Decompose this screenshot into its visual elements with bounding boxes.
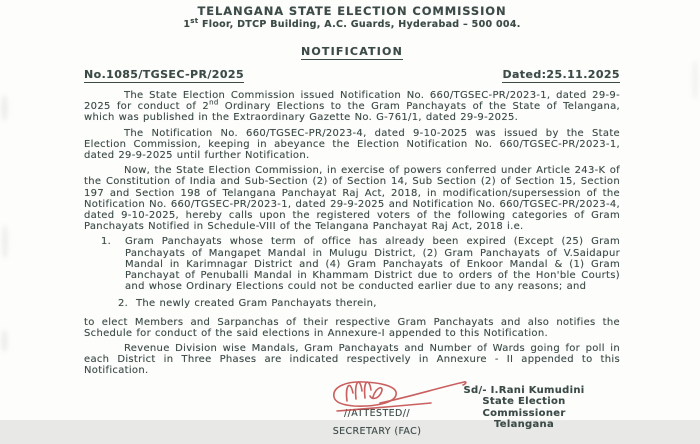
paragraph-issued-post: Ordinary Elections to the Gram Panchayats of the State of Telangana, which was published in the Extraordinary Gazette No. G-761/1, dated 29-9-2025. [84, 101, 621, 124]
paragraph-abeyance: The Notification No. 660/TGSEC-PR/2023-4, dated 9-10-2025 was issued by the State Election Commission, keeping in abeyance the Election Notification No. 660/TGSEC-PR/2023-1, dated 29-9-2025 until further Notification. [84, 127, 620, 162]
document-title: NOTIFICATION [300, 45, 404, 58]
paragraph-issued-ordinal: nd [209, 98, 219, 107]
list-item-expired-panchayats [84, 236, 620, 292]
document-content [84, 5, 620, 444]
notification-date: Dated:25.11.2025 [502, 68, 620, 81]
list-number-2: 2. [118, 298, 129, 310]
commissioner-state: Telangana [493, 419, 555, 431]
attestation-block [316, 409, 438, 437]
document-body [84, 90, 620, 377]
list-text-1: Gram Panchayats whose term of office has already been expired (Except (25) Gram Panchayats of Mangapet Mandal in Mulugu District, (2) Gram Panchayats of V.Saidapur Mandal in Karimnagar District and (4) Gram Panchayats of Enkoor Mandal & (1) Gram Panchayat of Penuballi Mandal in Khammam District due to orders of the Hon'ble Courts) and whose Ordinary Elections could not be conducted earlier due to any reasons; and [125, 236, 620, 293]
commissioner-signature-block [444, 385, 604, 431]
reference-number: No.1085/TGSEC-PR/2025 [84, 68, 244, 81]
list-number-1: 1. [101, 236, 112, 248]
org-address [84, 16, 620, 31]
scan-smudge [1, 95, 8, 121]
commissioner-designation: State Election Commissioner [482, 396, 566, 419]
paragraph-elect-members: to elect Members and Sarpanchas of their respective Gram Panchayats and also notifies the Schedule for conduct of the said elections in Annexure-I appended to this Notification. [84, 316, 620, 339]
scan-smudge [1, 330, 8, 352]
title-row [84, 40, 620, 60]
paragraph-phases: Revenue Division wise Mandals, Gram Panchayats and Number of Wards going for poll in each District in Three Phases are indicated respectively in Annexure - II appended to this Notification. [84, 343, 620, 377]
address-pre: 1 [183, 19, 191, 30]
scan-smudge [2, 225, 8, 259]
list-item-new-panchayats [118, 298, 620, 309]
scan-smudge [692, 60, 698, 100]
address-ordinal: st [190, 16, 199, 25]
attested-label: //ATTESTED// [344, 407, 410, 419]
secretary-label: SECRETARY (FAC) [332, 425, 422, 437]
paragraph-powers: Now, the State Election Commission, in exercise of powers conferred under Article 243-K of the Constitution of India and Sub-Section (2) of Section 14, Sub Section (2) of Section 15, Section 197 and Section 198 of Telangana Panchayat Raj Act, 2018, in modification/supersession of the Notification No. 660/TGSEC-PR/2023-1, dated 29-9-2025 and Notification No. 660/TGSEC-PR/2023-4, dated 9-10-2025, hereby calls upon the registered voters of the following categories of Gram Panchayats Notified in Schedule-VIII of the Telangana Panchayat Raj Act, 2018 i.e. [84, 165, 620, 233]
address-post: Floor, DTCP Building, A.C. Guards, Hyderabad – 500 004. [198, 19, 521, 30]
sd-line: Sd/- I.Rani Kumudini [463, 384, 585, 396]
signature-area [84, 382, 620, 444]
paragraph-issued-pre: The State Election Commission issued Notification No. 660/TGSEC-PR/2023-1, dated 29-9-2025 for conduct of 2 [84, 90, 620, 113]
org-name: TELANGANA STATE ELECTION COMMISSION [197, 4, 507, 18]
paragraph-issued [84, 90, 620, 124]
list-text-2: The newly created Gram Panchayats therein, [136, 298, 377, 310]
reference-row [84, 68, 620, 83]
